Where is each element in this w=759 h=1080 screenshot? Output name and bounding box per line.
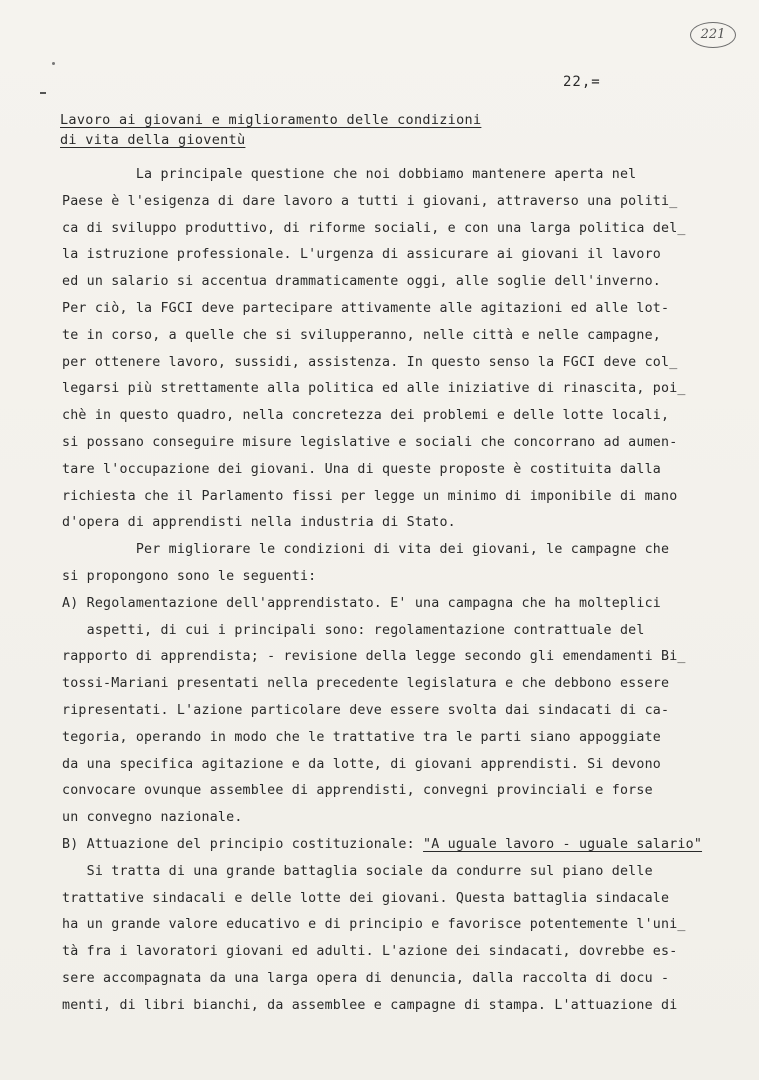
text-line: trattative sindacali e delle lotte dei giovani. Questa battaglia sindacale [62,890,670,906]
text-line: Paese è l'esigenza di dare lavoro a tutti i giovani, attraverso una politi_ [62,193,678,209]
text-line: ripresentati. L'azione particolare deve essere svolta dai sindacati di ca- [62,702,670,718]
text-line: legarsi più strettamente alla politica ed alle iniziative di rinascita, poi_ [62,381,686,397]
text-line: si propongono sono le seguenti: [62,568,317,584]
text-line: ed un salario si accentua drammaticamente oggi, alle soglie dell'inverno. [62,274,661,290]
text-line: rapporto di apprendista; - revisione della legge secondo gli emendamenti Bi_ [62,649,686,665]
text-line: Per migliorare le condizioni di vita dei giovani, le campagne che [62,542,670,558]
text-line: Per ciò, la FGCI deve partecipare attivamente alle agitazioni ed alle lot- [62,300,670,316]
slogan-underlined: "A uguale lavoro - uguale salario" [423,836,703,852]
text-line: chè in questo quadro, nella concretezza dei problemi e delle lotte locali, [62,408,670,424]
text-line: aspetti, di cui i principali sono: regolamentazione contrattuale del [62,622,645,638]
title-line-2: di vita della gioventù [60,132,246,148]
text-line: tossi-Mariani presentati nella precedente legislatura e che debbono essere [62,676,670,692]
body-text [62,162,738,1020]
text-line: Si tratta di una grande battaglia sociale da condurre sul piano delle [62,863,653,879]
text-line: menti, di libri bianchi, da assemblee e campagne di stampa. L'attuazione di [62,997,678,1013]
text-line: sere accompagnata da una larga opera di denuncia, dalla raccolta di docu - [62,970,670,986]
text-line: A) Regolamentazione dell'apprendistato. E' una campagna che ha molteplici [62,595,661,611]
text-line: convocare ovunque assemblee di apprendisti, convegni provinciali e forse [62,783,653,799]
page-number: 22,= [563,74,601,90]
text-line: per ottenere lavoro, sussidi, assistenza. In questo senso la FGCI deve col_ [62,354,678,370]
text-line: la istruzione professionale. L'urgenza di assicurare ai giovani il lavoro [62,247,661,263]
text-line: si possano conseguire misure legislative e sociali che concorrano ad aumen- [62,434,678,450]
text-line-slogan [62,832,738,859]
text-line: d'opera di apprendisti nella industria di Stato. [62,515,456,531]
margin-mark [40,92,46,94]
text-line: tegoria, operando in modo che le trattative tra le parti siano appoggiate [62,729,661,745]
text-line: tare l'occupazione dei giovani. Una di queste proposte è costituita dalla [62,461,661,477]
title-line-1: Lavoro ai giovani e miglioramento delle condizioni [60,112,482,128]
text-line: La principale questione che noi dobbiamo mantenere aperta nel [62,167,637,182]
text-line: richiesta che il Parlamento fissi per legge un minimo di imponibile di mano [62,488,678,504]
text-line: ha un grande valore educativo e di principio e favorisce potentemente l'uni_ [62,917,686,933]
text-line: tà fra i lavoratori giovani ed adulti. L'azione dei sindacati, dovrebbe es- [62,944,678,960]
text-line: un convegno nazionale. [62,810,243,826]
text-line: ca di sviluppo produttivo, di riforme sociali, e con una larga politica del_ [62,220,686,236]
section-title [60,110,520,150]
ink-speck [52,62,55,65]
text-line: te in corso, a quelle che si svilupperanno, nelle città e nelle campagne, [62,327,661,343]
archive-stamp: 221 [690,22,736,48]
slogan-lead: B) Attuazione del principio costituzionale: [62,836,424,852]
text-line: da una specifica agitazione e da lotte, di giovani apprendisti. Si devono [62,756,661,772]
